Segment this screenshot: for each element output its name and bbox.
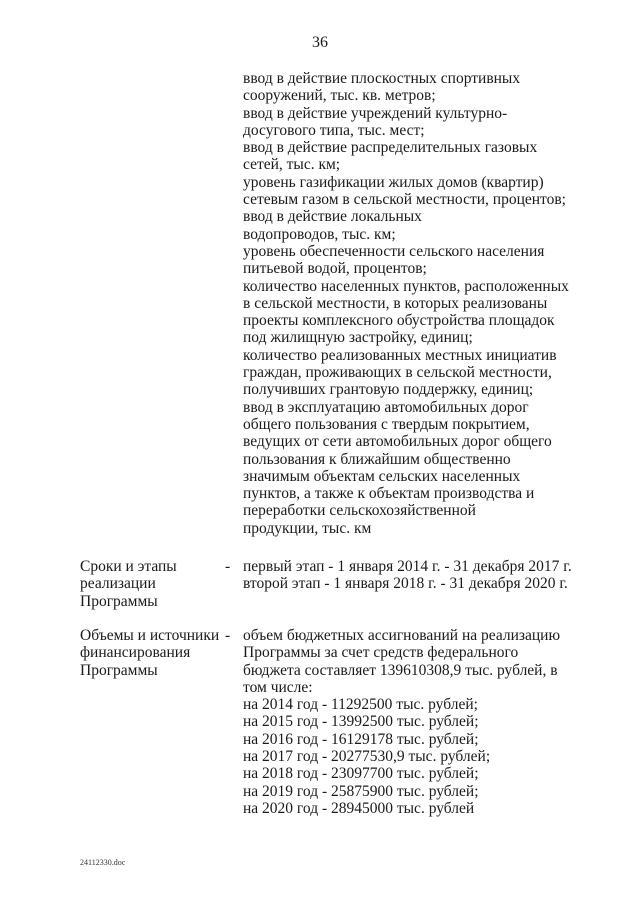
stages-value xyxy=(243,558,603,593)
indicator-line: питьевой водой, процентов; xyxy=(243,260,427,278)
indicator-line: под жилищную застройку, единиц; xyxy=(243,329,473,347)
indicator-line: количество населенных пунктов, расположенных xyxy=(243,277,569,295)
indicators-list xyxy=(243,70,603,537)
funding-dash: - xyxy=(225,627,231,644)
indicator-line: ввод в действие распределительных газовых xyxy=(243,139,538,157)
indicator-line: переработки сельскохозяйственной xyxy=(243,502,476,520)
funding-value-line: на 2017 год - 20277530,9 тыс. рублей; xyxy=(243,748,491,766)
funding-value-line: объем бюджетных ассигнований на реализацию xyxy=(243,627,561,644)
indicator-line: уровень газификации жилых домов (квартир) xyxy=(243,173,544,191)
funding-value-line: на 2014 год - 11292500 тыс. рублей; xyxy=(243,696,478,714)
indicator-line: водопроводов, тыс. км; xyxy=(243,225,396,243)
funding-value-line: на 2018 год - 23097700 тыс. рублей; xyxy=(243,765,479,783)
stages-label-line: Сроки и этапы xyxy=(80,558,177,575)
indicator-line: ввод в эксплуатацию автомобильных дорог xyxy=(243,398,529,416)
indicator-line: ведущих от сети автомобильных дорог общего xyxy=(243,433,552,451)
funding-value-line: Программы за счет средств федерального xyxy=(243,644,519,662)
stages-label-line: реализации xyxy=(80,575,156,593)
stages-dash: - xyxy=(225,558,231,575)
funding-value-line: на 2020 год - 28945000 тыс. рублей xyxy=(243,799,475,817)
funding-value-line: на 2015 год - 13992500 тыс. рублей; xyxy=(243,713,479,731)
funding-value-line: на 2019 год - 25875900 тыс. рублей; xyxy=(243,782,479,800)
funding-label-line: финансирования xyxy=(80,644,191,662)
funding-value xyxy=(243,627,603,817)
indicator-line: пользования к ближайшим общественно xyxy=(243,450,511,468)
stages-label xyxy=(80,558,225,610)
indicator-line: ввод в действие учреждений культурно- xyxy=(243,104,508,122)
funding-label-line: Программы xyxy=(80,661,158,679)
funding-value-line: на 2016 год - 16129178 тыс. рублей; xyxy=(243,730,479,748)
indicator-line: значимым объектам сельских населенных xyxy=(243,467,521,485)
stages-value-line: первый этап - 1 января 2014 г. - 31 декабря 2017 г. xyxy=(243,558,572,575)
indicator-line: сетевым газом в сельской местности, процентов; xyxy=(243,191,566,209)
indicator-line: пунктов, а также к объектам производства и xyxy=(243,485,535,503)
indicator-line: ввод в действие локальных xyxy=(243,208,422,226)
funding-label-line: Объемы и источники xyxy=(80,627,220,644)
page-number: 36 xyxy=(312,34,328,51)
indicator-line: сетей, тыс. км; xyxy=(243,156,341,174)
indicator-line: продукции, тыс. км xyxy=(243,519,372,537)
stages-label-line: Программы xyxy=(80,592,158,610)
funding-value-line: том числе: xyxy=(243,678,313,696)
indicator-line: получивших грантовую поддержку, единиц; xyxy=(243,381,534,399)
indicator-line: ввод в действие плоскостных спортивных xyxy=(243,70,521,87)
stages-value-line: второй этап - 1 января 2018 г. - 31 декабря 2020 г. xyxy=(243,575,568,593)
indicator-line: проекты комплексного обустройства площадок xyxy=(243,312,555,330)
indicator-line: досугового типа, тыс. мест; xyxy=(243,121,425,139)
document-filename: 24112330.doc xyxy=(80,858,126,867)
indicator-line: в сельской местности, в которых реализованы xyxy=(243,294,548,312)
indicator-line: количество реализованных местных инициатив xyxy=(243,346,557,364)
funding-value-line: бюджета составляет 139610308,9 тыс. рублей, в xyxy=(243,661,558,679)
funding-label xyxy=(80,627,225,679)
indicator-line: уровень обеспеченности сельского населения xyxy=(243,242,545,260)
indicator-line: сооружений, тыс. кв. метров; xyxy=(243,87,436,105)
indicator-line: общего пользования с твердым покрытием, xyxy=(243,415,530,433)
indicator-line: граждан, проживающих в сельской местности, xyxy=(243,364,552,382)
